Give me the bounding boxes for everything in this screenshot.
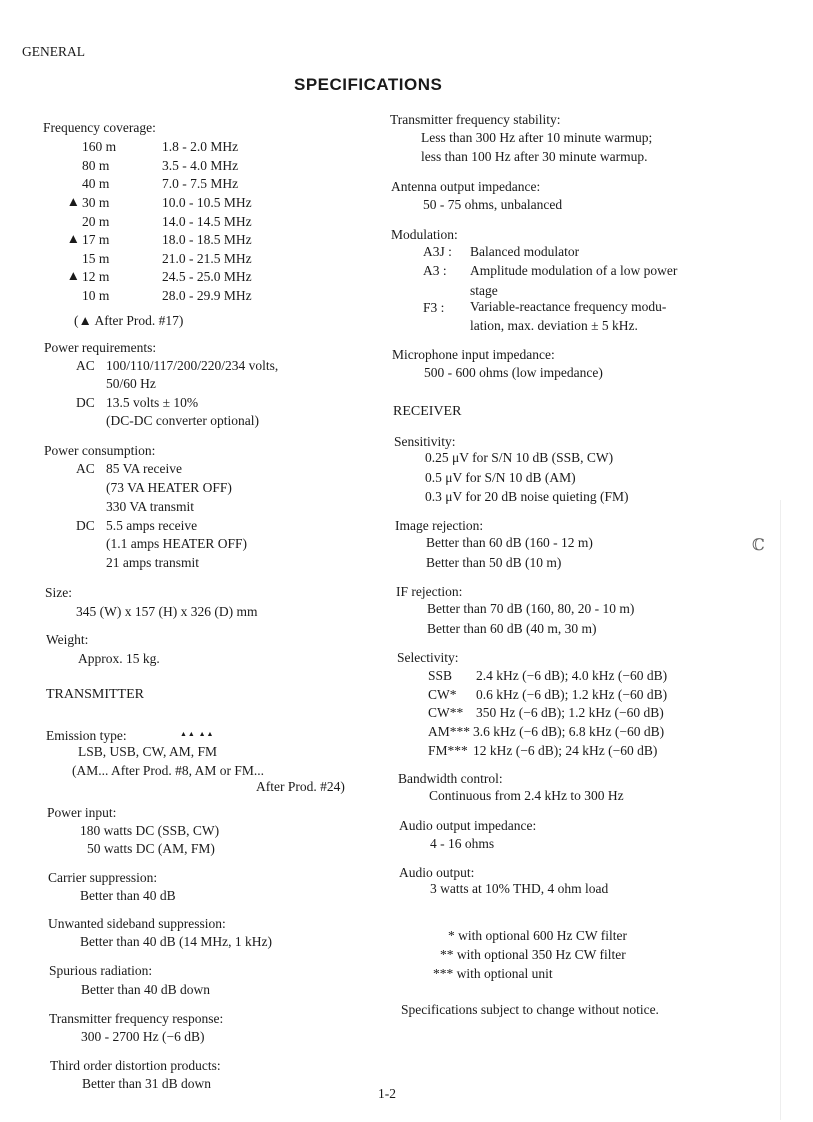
- frequency-band-row: [62, 157, 252, 176]
- power-input-line1: 180 watts DC (SSB, CW): [80, 823, 220, 838]
- pc-dc-line1: 5.5 amps receive: [106, 518, 198, 533]
- band-range: 24.5 - 25.0 MHz: [162, 269, 252, 285]
- carrier-suppression-value: Better than 40 dB: [80, 888, 176, 903]
- size-value: 345 (W) x 157 (H) x 326 (D) mm: [76, 604, 258, 619]
- sensitivity-line1: 0.25 μV for S/N 10 dB (SSB, CW): [425, 450, 614, 465]
- band-range: 1.8 - 2.0 MHz: [162, 139, 239, 155]
- band-range: 3.5 - 4.0 MHz: [162, 157, 239, 173]
- frequency-coverage-label: Frequency coverage:: [43, 120, 156, 135]
- selectivity-label: Selectivity:: [397, 650, 459, 665]
- scan-mark: ℂ: [752, 537, 765, 554]
- carrier-suppression-label: Carrier suppression:: [48, 870, 158, 885]
- mod-f3-tag: F3 :: [423, 300, 445, 315]
- band-range: 10.0 - 10.5 MHz: [162, 195, 252, 211]
- pr-ac-line2: 50/60 Hz: [106, 376, 156, 391]
- band-name: 160 m: [82, 139, 117, 155]
- band-range: 28.0 - 29.9 MHz: [162, 288, 252, 304]
- band-marker: [62, 175, 82, 194]
- transmitter-heading: TRANSMITTER: [46, 687, 144, 702]
- mic-impedance-value: 500 - 600 ohms (low impedance): [424, 365, 603, 380]
- size-label: Size:: [45, 585, 72, 600]
- bandwidth-control-value: Continuous from 2.4 kHz to 300 Hz: [429, 788, 624, 803]
- band-marker: [62, 138, 82, 157]
- weight-value: Approx. 15 kg.: [78, 651, 160, 666]
- footnote-3: *** with optional unit: [433, 966, 553, 981]
- selectivity-mode: AM***: [428, 724, 471, 740]
- mod-a3j-value: Balanced modulator: [470, 244, 580, 259]
- pc-dc-line3: 21 amps transmit: [106, 555, 199, 570]
- section-label: GENERAL: [22, 44, 85, 59]
- image-rejection-label: Image rejection:: [395, 518, 484, 533]
- power-input-label: Power input:: [47, 805, 117, 820]
- selectivity-value: 12 kHz (−6 dB); 24 kHz (−60 dB): [473, 742, 658, 758]
- selectivity-value: 3.6 kHz (−6 dB); 6.8 kHz (−60 dB): [473, 724, 665, 740]
- audio-output-value: 3 watts at 10% THD, 4 ohm load: [430, 881, 609, 896]
- power-requirements-label: Power requirements:: [44, 340, 157, 355]
- bandwidth-control-label: Bandwidth control:: [398, 771, 503, 786]
- band-range: 7.0 - 7.5 MHz: [162, 176, 239, 192]
- if-rejection-line1: Better than 70 dB (160, 80, 20 - 10 m): [427, 601, 635, 616]
- tx-freq-response-label: Transmitter frequency response:: [49, 1011, 224, 1026]
- emission-note2: After Prod. #24): [256, 779, 345, 794]
- selectivity-value: 0.6 kHz (−6 dB); 1.2 kHz (−60 dB): [476, 686, 668, 702]
- footnote-1: * with optional 600 Hz CW filter: [448, 928, 627, 943]
- frequency-band-row: [62, 212, 252, 231]
- sensitivity-line3: 0.3 μV for 20 dB noise quieting (FM): [425, 489, 629, 504]
- emission-note1: (AM... After Prod. #8, AM or FM...: [72, 763, 265, 778]
- band-name: 30 m: [82, 195, 110, 211]
- pr-dc-line2: (DC-DC converter optional): [106, 413, 259, 428]
- mod-f3-line2: lation, max. deviation ± 5 kHz.: [470, 318, 638, 333]
- audio-impedance-label: Audio output impedance:: [399, 818, 537, 833]
- third-order-label: Third order distortion products:: [50, 1058, 221, 1073]
- frequency-band-row: [62, 194, 252, 213]
- audio-output-label: Audio output:: [399, 865, 475, 880]
- pr-ac-line1: 100/110/117/200/220/234 volts,: [106, 358, 279, 373]
- frequency-coverage-table: [62, 138, 252, 305]
- band-range: 21.0 - 21.5 MHz: [162, 250, 252, 266]
- band-marker: ▲: [66, 230, 80, 246]
- if-rejection-line2: Better than 60 dB (40 m, 30 m): [427, 621, 597, 636]
- pc-ac-tag: AC: [76, 461, 95, 476]
- selectivity-mode: CW*: [428, 686, 457, 702]
- page-title: SPECIFICATIONS: [294, 75, 443, 94]
- frequency-band-row: [62, 268, 252, 287]
- frequency-band-row: [62, 138, 252, 157]
- mod-a3-line2: stage: [470, 283, 498, 298]
- band-marker: ▲: [66, 268, 80, 284]
- band-name: 15 m: [82, 250, 110, 266]
- power-input-line2: 50 watts DC (AM, FM): [87, 841, 215, 856]
- band-marker: [62, 287, 82, 306]
- pc-dc-tag: DC: [76, 518, 95, 533]
- if-rejection-label: IF rejection:: [396, 584, 463, 599]
- tx-stability-label: Transmitter frequency stability:: [390, 112, 561, 127]
- pr-dc-line1: 13.5 volts ± 10%: [106, 395, 199, 410]
- emission-markers: ▲▲ ▲▲: [180, 730, 215, 738]
- weight-label: Weight:: [46, 632, 89, 647]
- pc-ac-line3: 330 VA transmit: [106, 499, 195, 514]
- image-rejection-line2: Better than 50 dB (10 m): [426, 555, 562, 570]
- sensitivity-label: Sensitivity:: [394, 434, 456, 449]
- spurious-label: Spurious radiation:: [49, 963, 153, 978]
- page-number: 1-2: [378, 1086, 396, 1101]
- footnote-2: ** with optional 350 Hz CW filter: [440, 947, 626, 962]
- band-name: 10 m: [82, 288, 110, 304]
- mod-f3-line1: Variable-reactance frequency modu-: [470, 299, 667, 314]
- frequency-band-row: [62, 231, 252, 250]
- band-name: 20 m: [82, 213, 110, 229]
- band-name: 80 m: [82, 157, 110, 173]
- band-range: 14.0 - 14.5 MHz: [162, 213, 252, 229]
- power-consumption-label: Power consumption:: [44, 443, 156, 458]
- band-range: 18.0 - 18.5 MHz: [162, 232, 252, 248]
- frequency-coverage-note: (▲ After Prod. #17): [74, 313, 184, 328]
- band-name: 12 m: [82, 269, 110, 285]
- band-name: 40 m: [82, 176, 110, 192]
- mod-a3-line1: Amplitude modulation of a low power: [470, 263, 678, 278]
- audio-impedance-value: 4 - 16 ohms: [430, 836, 495, 851]
- modulation-label: Modulation:: [391, 227, 458, 242]
- receiver-heading: RECEIVER: [393, 404, 462, 419]
- frequency-band-row: [62, 250, 252, 269]
- emission-type-value: LSB, USB, CW, AM, FM: [78, 744, 218, 759]
- mod-a3j-tag: A3J :: [423, 244, 452, 259]
- tx-stability-line2: less than 100 Hz after 30 minute warmup.: [421, 149, 648, 164]
- disclaimer: Specifications subject to change without notice.: [401, 1002, 659, 1017]
- unwanted-sideband-value: Better than 40 dB (14 MHz, 1 kHz): [80, 934, 272, 949]
- selectivity-value: 2.4 kHz (−6 dB); 4.0 kHz (−60 dB): [476, 668, 668, 683]
- band-marker: ▲: [66, 193, 80, 209]
- pc-ac-line2: (73 VA HEATER OFF): [106, 480, 232, 495]
- image-rejection-line1: Better than 60 dB (160 - 12 m): [426, 535, 593, 550]
- mic-impedance-label: Microphone input impedance:: [392, 347, 555, 362]
- pc-ac-line1: 85 VA receive: [106, 461, 182, 476]
- pr-dc-tag: DC: [76, 395, 95, 410]
- pr-ac-tag: AC: [76, 358, 95, 373]
- selectivity-value: 350 Hz (−6 dB); 1.2 kHz (−60 dB): [476, 705, 664, 721]
- band-name: 17 m: [82, 232, 110, 248]
- unwanted-sideband-label: Unwanted sideband suppression:: [48, 916, 226, 931]
- band-marker: [62, 250, 82, 269]
- third-order-value: Better than 31 dB down: [82, 1076, 211, 1091]
- band-marker: [62, 212, 82, 231]
- spurious-value: Better than 40 dB down: [81, 982, 210, 997]
- antenna-impedance-value: 50 - 75 ohms, unbalanced: [423, 197, 563, 212]
- sensitivity-line2: 0.5 μV for S/N 10 dB (AM): [425, 470, 576, 485]
- frequency-band-row: [62, 287, 252, 306]
- selectivity-mode: SSB: [428, 668, 453, 683]
- frequency-band-row: [62, 175, 252, 194]
- scan-edge-line: [780, 500, 781, 1120]
- antenna-impedance-label: Antenna output impedance:: [391, 179, 541, 194]
- selectivity-mode: CW**: [428, 705, 464, 721]
- emission-type-label: Emission type:: [46, 728, 127, 743]
- selectivity-mode: FM***: [428, 742, 468, 758]
- mod-a3-tag: A3 :: [423, 263, 447, 278]
- tx-stability-line1: Less than 300 Hz after 10 minute warmup;: [421, 130, 653, 145]
- tx-freq-response-value: 300 - 2700 Hz (−6 dB): [81, 1029, 205, 1044]
- pc-dc-line2: (1.1 amps HEATER OFF): [106, 536, 247, 551]
- band-marker: [62, 157, 82, 176]
